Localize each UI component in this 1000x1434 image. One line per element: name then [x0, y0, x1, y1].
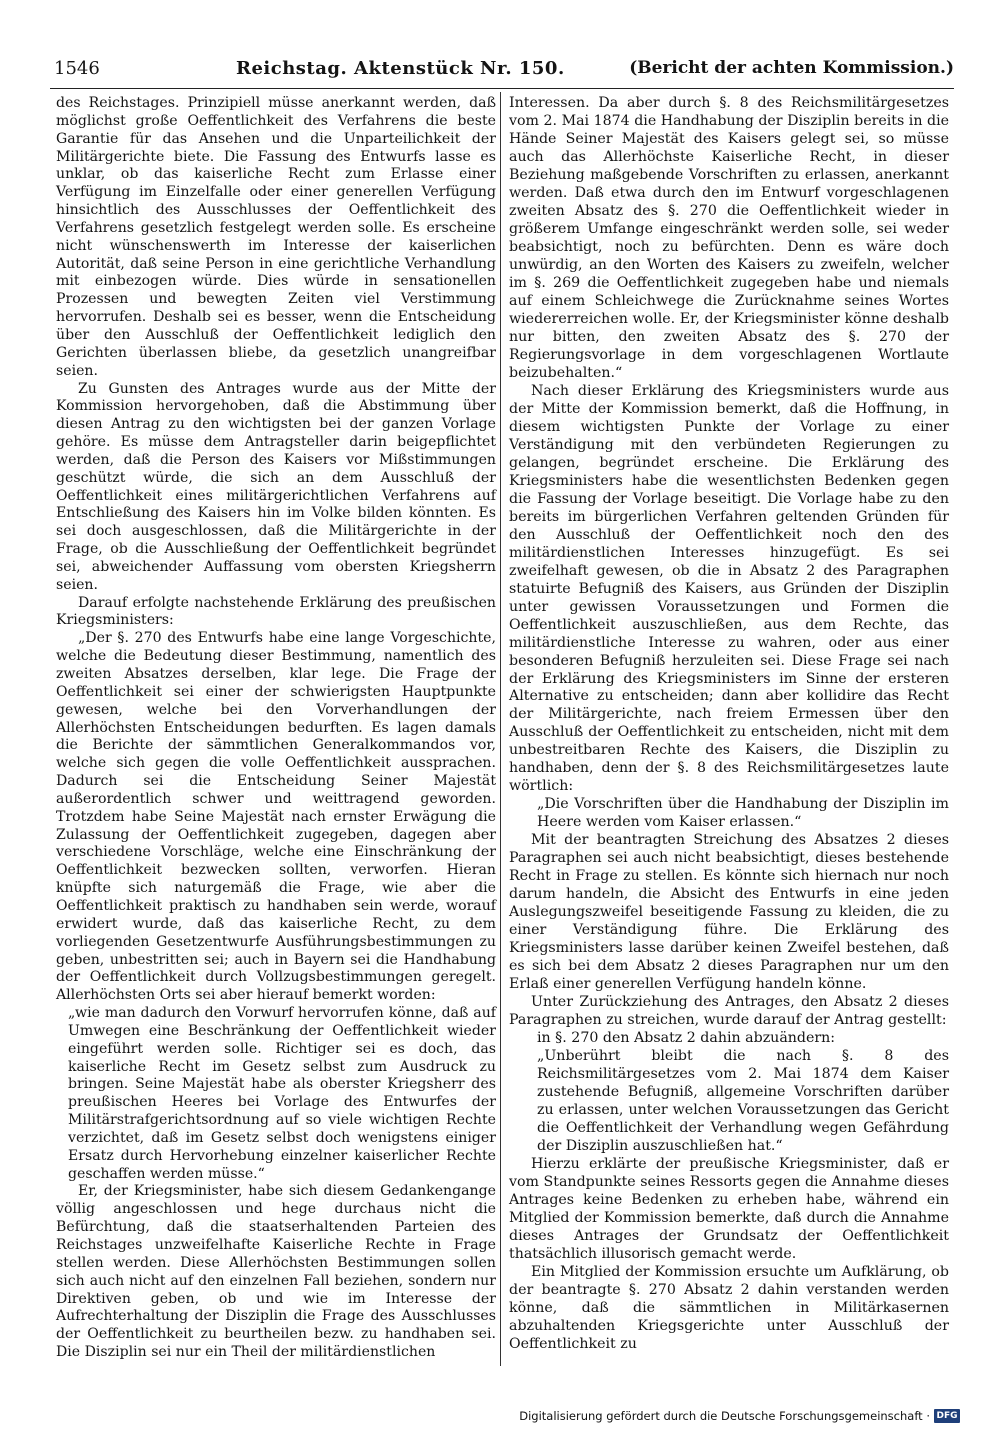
paragraph: Interessen. Da aber durch §. 8 des Reichsmilitärgesetzes vom 2. Mai 1874 die Handhabung der Disziplin bereits in die Hände Seiner Majestät des Kaisers gelegt sei, so müsse auch das Allerhöchste Kaiserliche Recht, in dieser Beziehung maßgebende Vorschriften zu erlassen, anerkannt werden. Daß etwa durch den im Entwurf vorgeschlagenen zweiten Absatz des §. 270 die Oeffentlichkeit wieder in größerem Umfange eingeschränkt werden solle, sei weder beabsichtigt, noch zu befürchten. Denn es wäre doch unwürdig, an den Worten des Kaisers zu zweifeln, welcher im §. 269 die Oeffentlichkeit zugegeben habe und niemals auf einem Schleichwege die Zurücknahme seines Wortes wiedererreichen wolle. Er, der Kriegsminister könne deshalb nur bitten, den zweiten Absatz des §. 270 der Regierungsvorlage in dem vorgeschlagenen Wortlaute beizubehalten.“ [509, 95, 949, 381]
header-rule [50, 88, 954, 89]
paragraph: Mit der beantragten Streichung des Absatzes 2 dieses Paragraphen sei auch nicht beabsichtigt, dieses bestehende Recht in Frage zu stellen. Es könnte sich hiernach nur noch darum handeln, die Absicht des Entwurfs in eine jeden Auslegungszweifel beseitigende Fassung zu kleiden, die zu einer Verständigung führe. Die Erklärung des Kriegsministers lasse darüber keinen Zweifel bestehen, daß es sich bei dem Absatz 2 dieses Paragraphen nur um den Erlaß einer generellen Verfügung handeln könne. [509, 832, 949, 993]
paragraph: Ein Mitglied der Kommission ersuchte um Aufklärung, ob der beantragte §. 270 Absatz 2 dahin verstanden werden könne, daß die sämmtlichen in Militärkasernen abzuhaltenden Kriegsgerichte unter Ausschluß der Oeffentlichkeit zu [509, 1263, 949, 1352]
paragraph: Darauf erfolgte nachstehende Erklärung des preußischen Kriegsministers: [56, 594, 496, 629]
paragraph: des Reichstages. Prinzipiell müsse anerkannt werden, daß möglichst große Oeffentlichkeit des Verfahrens die beste Garantie für das Ansehen und die Unparteilichkeit der Militärgerichte biete. Die Fassung des Entwurfs lasse es unklar, ob das kaiserliche Recht zum Erlasse einer Verfügung im Einzelfalle oder einer generellen Verfügung hinsichtlich des Ausschlusses der Oeffentlichkeit des Verfahrens gesetzlich festgelegt werden solle. Es erscheine nicht wünschenswerth im Interesse der kaiserlichen Autorität, daß seine Person in eine gerichtliche Verhandlung mit einbezogen würde. Dies würde in sensationellen Prozessen und bewegten Zeiten viel Verstimmung hervorrufen. Deshalb sei es besser, wenn die Entscheidung über den Ausschluß der Oeffentlichkeit lediglich den Gerichten überlassen bliebe, da gesetzlich unangreifbar seien. [56, 95, 496, 379]
column-divider [500, 92, 501, 1366]
left-column [56, 95, 496, 1362]
footer-credit [519, 1407, 960, 1425]
header-title: Reichstag. Aktenstück Nr. 150. [236, 58, 565, 79]
paragraph: „wie man dadurch den Vorwurf hervorrufen könne, daß auf Umwegen eine Beschränkung der Oeffentlichkeit wieder eingeführt werden solle. Richtiger sei es doch, das kaiserliche Recht im Gesetz selbst zum Ausdruck zu bringen. Seine Majestät habe als oberster Kriegsherr des preußischen Heeres bei Vorlage des Entwurfes der Militärstrafgerichtsordnung auf so viele wichtigen Rechte verzichtet, daß im Gesetz selbst doch wenigstens einiger Ersatz durch Hervorhebung einzelner kaiserlicher Rechte geschaffen werden müsse.“ [68, 1005, 496, 1182]
paragraph: „Unberührt bleibt die nach §. 8 des Reichsmilitärgesetzes vom 2. Mai 1874 dem Kaiser zustehende Befugniß, allgemeine Vorschriften darüber zu erlassen, unter welchen Voraussetzungen das Gericht die Oeffentlichkeit der Verhandlung wegen Gefährdung der Disziplin auszuschließen hat.“ [537, 1048, 949, 1155]
paragraph: Nach dieser Erklärung des Kriegsministers wurde aus der Mitte der Kommission bemerkt, daß die Hoffnung, in diesem wichtigsten Punkte der Vorlage zu einer Verständigung mit den verbündeten Regierungen zu gelangen, begründet erscheine. Die Erklärung des Kriegsministers habe die wesentlichsten Bedenken gegen die Fassung der Vorlage beseitigt. Die Vorlage habe zu den bereits im bürgerlichen Verfahren geltenden Gründen für den Ausschluß der Oeffentlichkeit noch den des militärdienstlichen Interesses hinzugefügt. Es sei zweifelhaft gewesen, ob die in Absatz 2 des Paragraphen statuirte Befugniß des Kaisers, aus Gründen der Disziplin unter gewissen Voraussetzungen und Formen die Oeffentlichkeit auszuschließen, aus dem Rechte, das militärdienstliche Interesse zu wahren, oder aus einer besonderen Befugniß herzuleiten sei. Diese Frage sei nach der Erklärung des Kriegsministers im Sinne der ersteren Alternative zu entscheiden; dann aber kollidire das Recht der Militärgerichte, nach freiem Ermessen über den Ausschluß der Oeffentlichkeit zu entscheiden, nicht mit dem unbestreitbaren Rechte des Kaisers, die Disziplin zu handhaben, denn der §. 8 des Reichsmilitärgesetzes laute wörtlich: [509, 382, 949, 795]
paragraph: „Der §. 270 des Entwurfs habe eine lange Vorgeschichte, welche die Bedeutung dieser Bestimmung, namentlich des zweiten Absatzes derselben, klar lege. Die Frage der Oeffentlichkeit sei einer der schwierigsten Hauptpunkte gewesen, welche bei den Vorverhandlungen der Allerhöchsten Entscheidungen bedurften. Es lagen damals die Berichte der sämmtlichen Generalkommandos vor, welche sich gegen die volle Oeffentlichkeit aussprachen. Dadurch sei die Entscheidung Seiner Majestät außerordentlich schwer und weittragend geworden. Trotzdem habe Seine Majestät nach ernster Erwägung die Zulassung der Oeffentlichkeit zugegeben, dagegen aber verschiedene Vorschläge, welche eine Einschränkung der Oeffentlichkeit bezwecken sollten, verworfen. Hieran knüpfte sich naturgemäß die Frage, wie aber die Oeffentlichkeit praktisch zu handhaben sein werde, worauf erwidert wurde, daß das kaiserliche Recht, zu dem vorliegenden Gesetzentwurfe Ausführungsbestimmungen zu geben, unbestritten sei; auch in Bayern sei die Handhabung der Oeffentlichkeit durch Vollzugsbestimmungen geregelt. Allerhöchsten Orts sei aber hierauf bemerkt worden: [56, 630, 496, 1004]
page-number: 1546 [54, 58, 100, 79]
running-header [54, 58, 954, 84]
paragraph: Unter Zurückziehung des Antrages, den Absatz 2 dieses Paragraphen zu streichen, wurde darauf der Antrag gestellt: [509, 994, 949, 1029]
header-subtitle: (Bericht der achten Kommission.) [629, 58, 954, 78]
paragraph: in §. 270 den Absatz 2 dahin abzuändern: [537, 1030, 836, 1047]
paragraph: Er, der Kriegsminister, habe sich diesem Gedankengange völlig angeschlossen und hege durchaus nicht die Befürchtung, daß die staatserhaltenden Parteien des Reichstages unzweifelhafte Kaiserliche Rechte in Frage stellen werden. Diese Allerhöchsten Bestimmungen sollen sich auch nicht auf den einzelnen Fall beziehen, sondern nur Direktiven geben, ob und wie im Interesse der Aufrechterhaltung der Disziplin die Frage des Ausschlusses der Oeffentlichkeit zu beurtheilen bezw. zu handhaben sei. Die Disziplin sei nur ein Theil der militärdienstlichen [56, 1183, 496, 1361]
paragraph: Zu Gunsten des Antrages wurde aus der Mitte der Kommission hervorgehoben, daß die Abstimmung über diesen Antrag zu den wichtigsten bei der ganzen Vorlage gehöre. Es müsse dem Antragsteller darin beigepflichtet werden, daß die Person des Kaisers vor Mißstimmungen geschützt würde, die sich an dem Ausschluß der Oeffentlichkeit eines militärgerichtlichen Verfahrens auf Entschließung des Kaisers hin im Volke bilden könnten. Es sei doch ausgeschlossen, daß die Militärgerichte in der Frage, ob die Ausschließung der Oeffentlichkeit begründet sei, abweichender Auffassung vom obersten Kriegsherrn seien. [56, 380, 496, 593]
paragraph: Hierzu erklärte der preußische Kriegsminister, daß er vom Standpunkte seines Ressorts gegen die Annahme dieses Antrages keine Bedenken zu erheben habe, während ein Mitglied der Kommission bemerkte, daß durch die Annahme dieses Antrages der Grundsatz der Oeffentlichkeit thatsächlich illusorisch gemacht werde. [509, 1156, 949, 1262]
footer-text: Digitalisierung gefördert durch die Deutsche Forschungsgemeinschaft · [519, 1409, 930, 1423]
dfg-logo: DFG [934, 1409, 960, 1423]
paragraph: „Die Vorschriften über die Handhabung der Disziplin im Heere werden vom Kaiser erlassen.“ [537, 796, 949, 831]
right-column [509, 95, 949, 1354]
